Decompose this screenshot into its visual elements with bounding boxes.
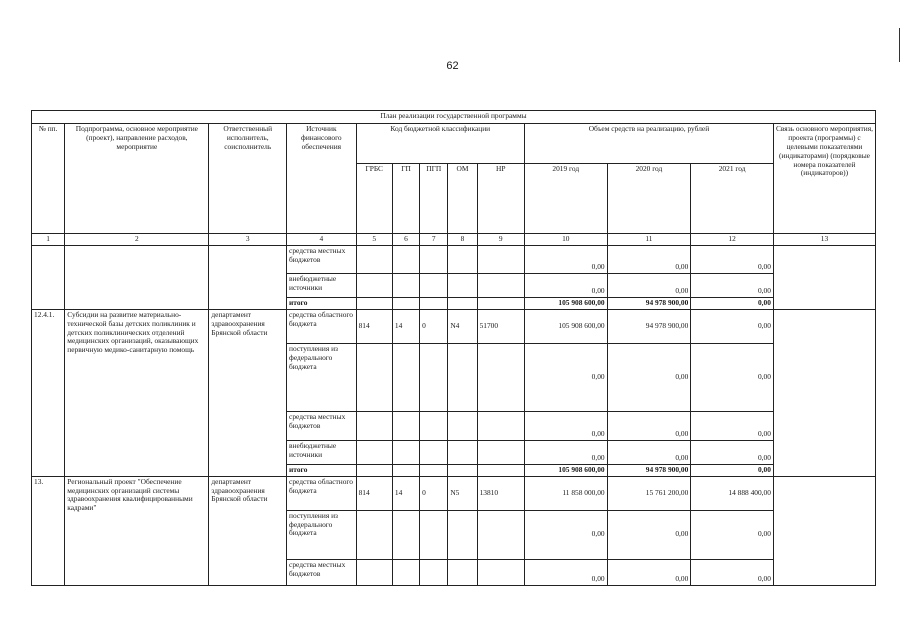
column-number: 5 (356, 234, 392, 246)
table-title: План реализации государственной программы (32, 111, 876, 124)
table-row (32, 245, 876, 273)
cell-gp: 14 (392, 476, 419, 510)
cell-2021: 0,00 (691, 297, 774, 309)
cell-2020: 0,00 (607, 245, 691, 273)
cell-executor: департамент здравоохранения Брянской области (209, 476, 287, 585)
cell-name: Субсидии на развитие материально-технической базы детских поликлиник и детских поликлинических отделений медицинских организаций, оказывающих первичную медико-санитарную помощь (65, 309, 209, 476)
column-numbers-row (32, 234, 876, 246)
cell-2021: 0,00 (691, 343, 774, 411)
header-2020: 2020 год (607, 164, 691, 234)
column-number: 13 (773, 234, 875, 246)
cell-source: средства областного бюджета (287, 309, 357, 343)
cell-2020: 0,00 (607, 273, 691, 297)
cell-2020: 0,00 (607, 510, 691, 559)
column-number: 7 (420, 234, 448, 246)
cell-no: 12.4.1. (32, 309, 65, 476)
cell-2019: 0,00 (524, 343, 607, 411)
cell-2019: 105 908 600,00 (524, 297, 607, 309)
cell-2020: 0,00 (607, 343, 691, 411)
cell-pgp: 0 (420, 309, 448, 343)
cell-om: N5 (448, 476, 477, 510)
cell-source: средства областного бюджета (287, 476, 357, 510)
cell-2019: 0,00 (524, 411, 607, 440)
cell-source: средства местных бюджетов (287, 559, 357, 585)
cell-2020: 94 978 900,00 (607, 464, 691, 476)
column-number: 9 (477, 234, 524, 246)
plan-table (31, 110, 876, 586)
cell-source: поступления из федерального бюджета (287, 510, 357, 559)
column-number: 2 (65, 234, 209, 246)
cell-pgp: 0 (420, 476, 448, 510)
cell-executor: департамент здравоохранения Брянской области (209, 309, 287, 476)
column-number: 6 (392, 234, 419, 246)
header-2021: 2021 год (691, 164, 774, 234)
cell-2019: 105 908 600,00 (524, 464, 607, 476)
cell-name (65, 245, 209, 309)
header-np: НР (477, 164, 524, 234)
cell-2020: 0,00 (607, 440, 691, 464)
cell-link (773, 476, 875, 585)
cell-2019: 0,00 (524, 559, 607, 585)
table-row (32, 309, 876, 343)
header-link: Связь основного мероприятия, проекта (программы) с целевыми показателями (индикаторами) (порядковые номера показателей (индикаторов)) (773, 124, 875, 234)
cell-source: поступления из федерального бюджета (287, 343, 357, 411)
cell-2021: 0,00 (691, 245, 774, 273)
cell-2019: 105 908 600,00 (524, 309, 607, 343)
cell-grbs: 814 (356, 309, 392, 343)
cell-source: итого (287, 464, 357, 476)
cell-source: внебюджетные источники (287, 273, 357, 297)
page-number: 62 (446, 60, 459, 72)
cell-2020: 15 761 200,00 (607, 476, 691, 510)
header-gp: ГП (392, 164, 419, 234)
cell-2021: 0,00 (691, 273, 774, 297)
cell-executor (209, 245, 287, 309)
column-number: 10 (524, 234, 607, 246)
header-pgp: ПГП (420, 164, 448, 234)
margin-mark (899, 28, 900, 62)
header-grbs: ГРБС (356, 164, 392, 234)
cell-2021: 14 888 400,00 (691, 476, 774, 510)
cell-2021: 0,00 (691, 309, 774, 343)
column-number: 4 (287, 234, 357, 246)
column-number: 3 (209, 234, 287, 246)
cell-2021: 0,00 (691, 559, 774, 585)
header-2019: 2019 год (524, 164, 607, 234)
header-subprogram: Подпрограмма, основное мероприятие (проект), направление расходов, мероприятие (65, 124, 209, 234)
cell-no (32, 245, 65, 309)
cell-gp: 14 (392, 309, 419, 343)
cell-2021: 0,00 (691, 411, 774, 440)
cell-source: средства местных бюджетов (287, 411, 357, 440)
cell-2021: 0,00 (691, 440, 774, 464)
header-source: Источник финансового обеспечения (287, 124, 357, 234)
cell-source: внебюджетные источники (287, 440, 357, 464)
cell-grbs: 814 (356, 476, 392, 510)
column-number: 1 (32, 234, 65, 246)
header-executor: Ответственный исполнитель, соисполнитель (209, 124, 287, 234)
cell-2021: 0,00 (691, 510, 774, 559)
cell-source: итого (287, 297, 357, 309)
cell-np: 51700 (477, 309, 524, 343)
column-number: 12 (691, 234, 774, 246)
cell-link (773, 309, 875, 476)
cell-om: N4 (448, 309, 477, 343)
header-om: ОМ (448, 164, 477, 234)
cell-2020: 94 978 900,00 (607, 309, 691, 343)
cell-2019: 0,00 (524, 273, 607, 297)
header-volume: Объем средств на реализацию, рублей (524, 124, 773, 164)
cell-link (773, 245, 875, 309)
cell-np: 13810 (477, 476, 524, 510)
header-no: № пп. (32, 124, 65, 234)
cell-2019: 0,00 (524, 245, 607, 273)
column-number: 11 (607, 234, 691, 246)
column-number: 8 (448, 234, 477, 246)
cell-2021: 0,00 (691, 464, 774, 476)
cell-source: средства местных бюджетов (287, 245, 357, 273)
table-row (32, 476, 876, 510)
cell-2020: 94 978 900,00 (607, 297, 691, 309)
cell-2019: 0,00 (524, 510, 607, 559)
header-budget-code: Код бюджетной классификации (356, 124, 524, 164)
cell-2019: 11 858 000,00 (524, 476, 607, 510)
cell-2020: 0,00 (607, 411, 691, 440)
cell-2020: 0,00 (607, 559, 691, 585)
cell-no: 13. (32, 476, 65, 585)
cell-2019: 0,00 (524, 440, 607, 464)
cell-name: Региональный проект "Обеспечение медицинских организаций системы здравоохранения квалифицированными кадрами" (65, 476, 209, 585)
